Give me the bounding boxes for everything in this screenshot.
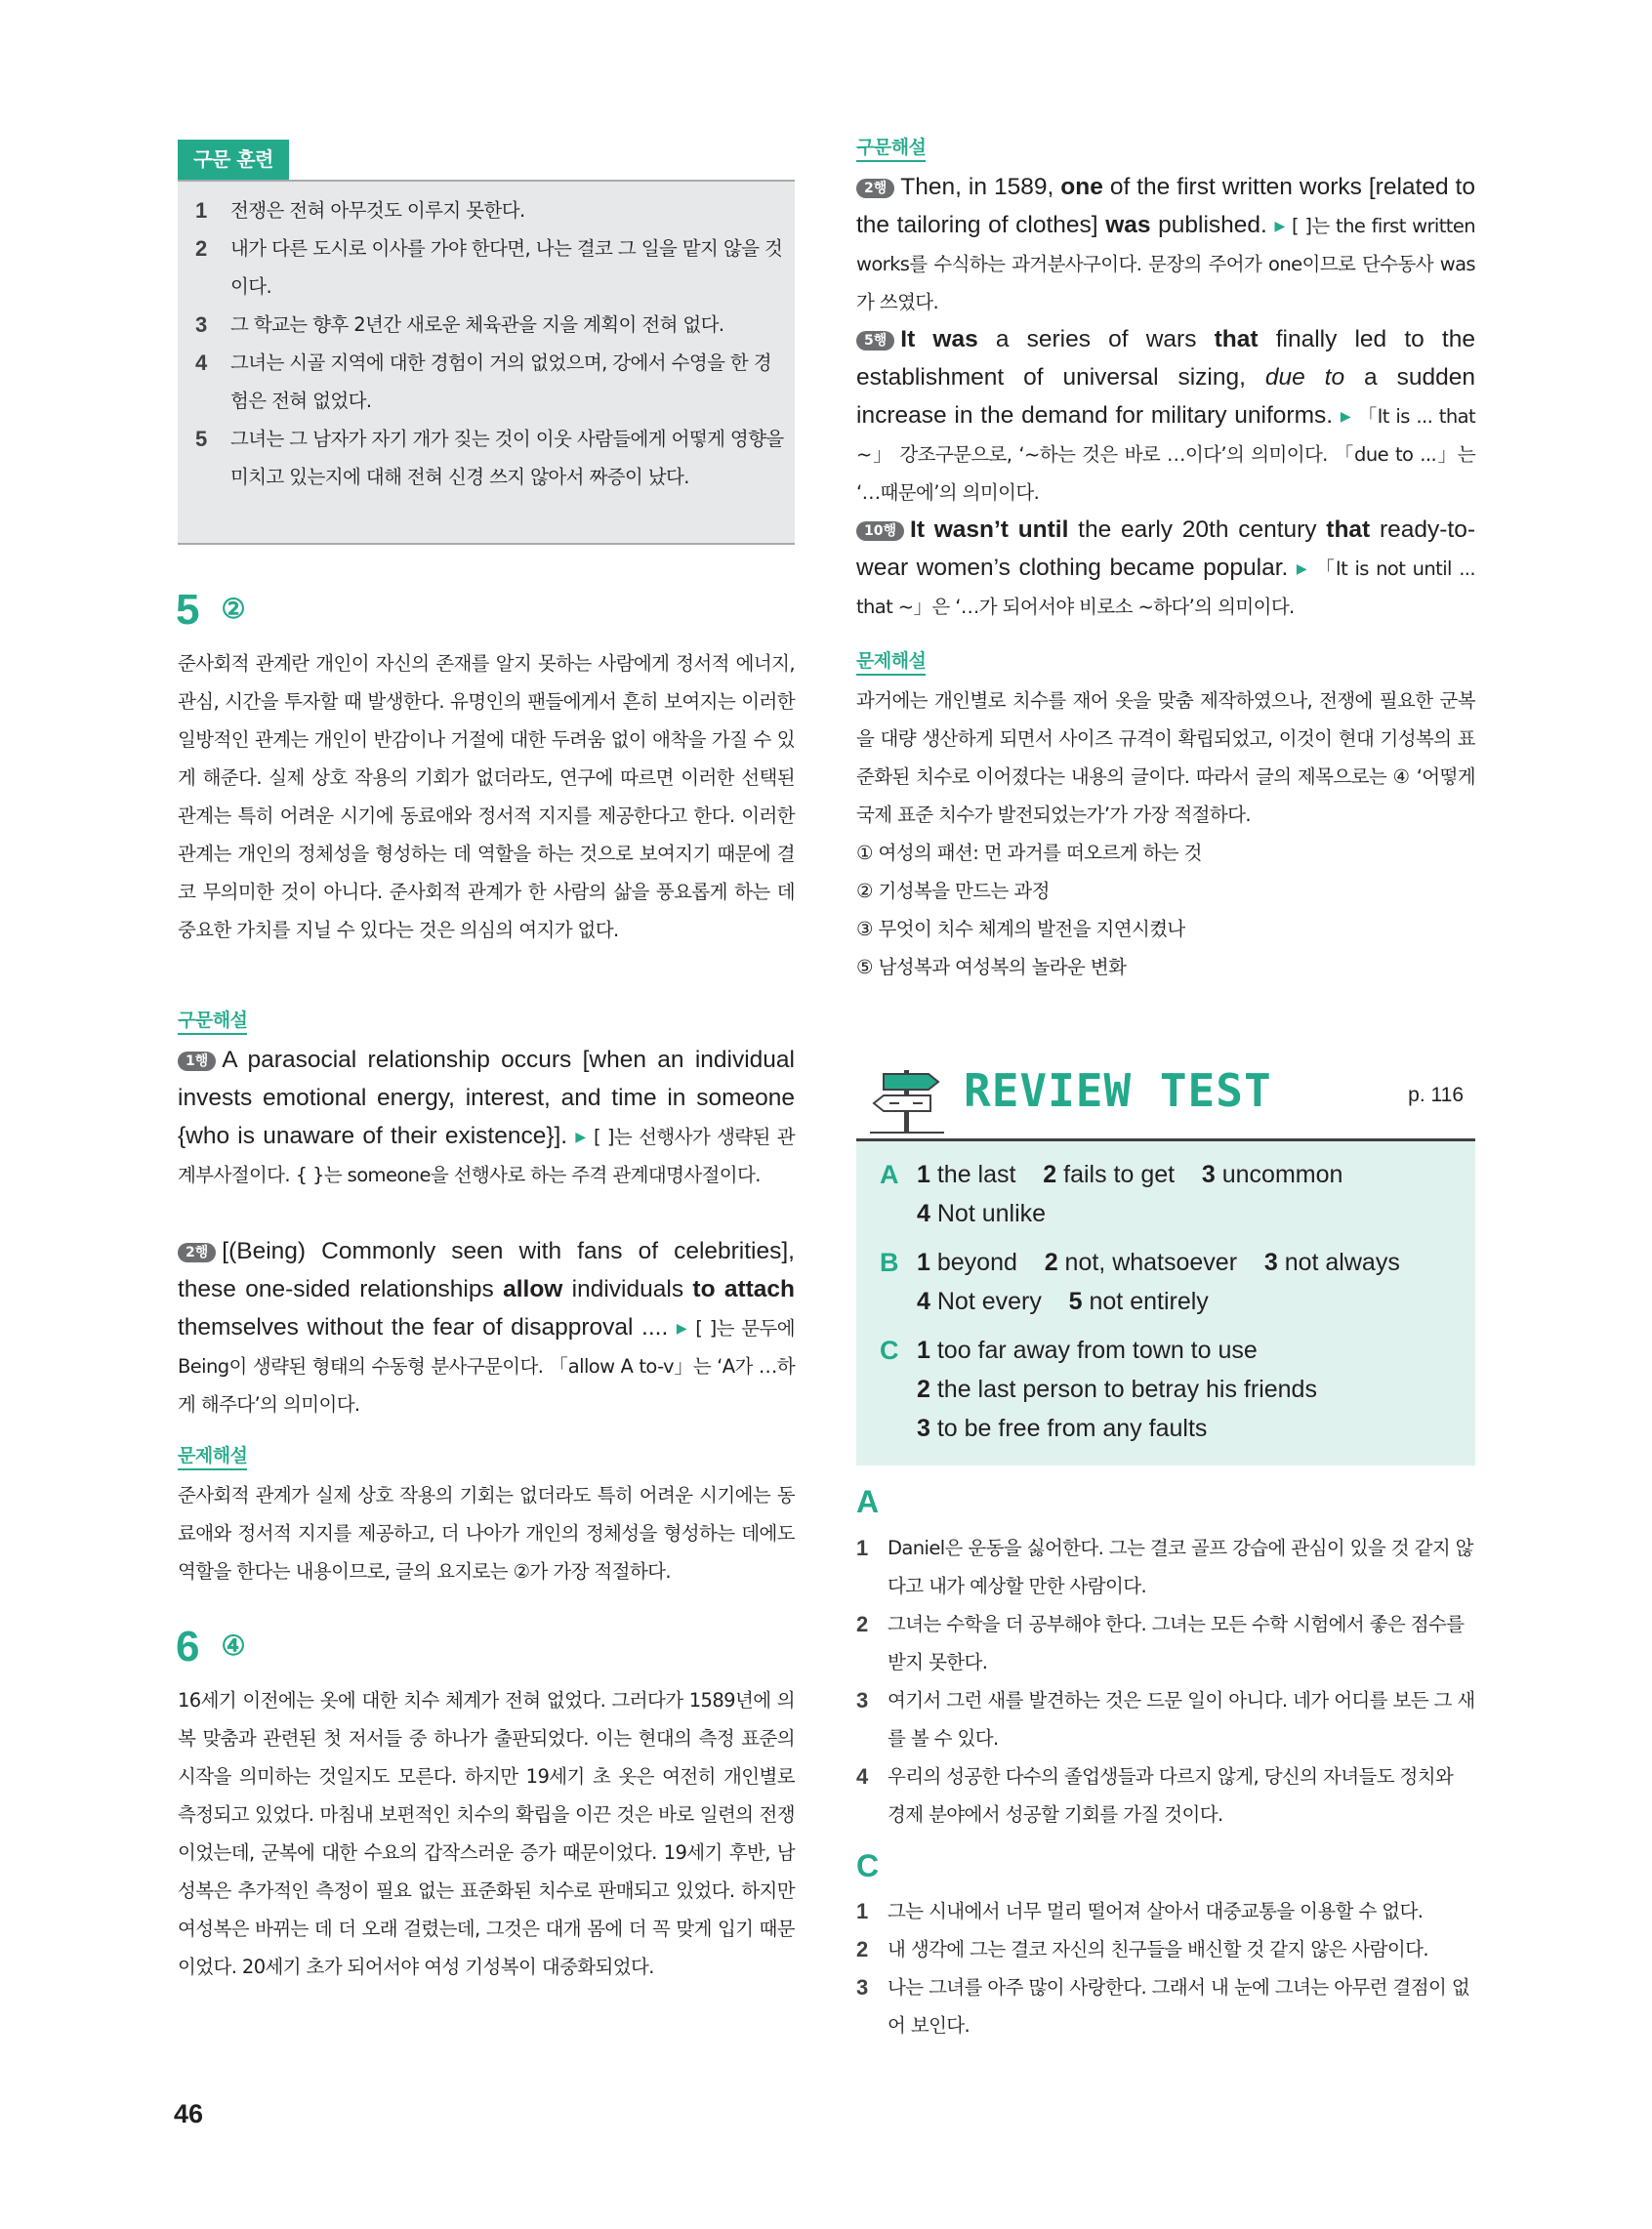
list-item: 3 나는 그녀를 아주 많이 사랑한다. 그래서 내 눈에 그녀는 아무런 결점이 없어 보인다.: [856, 1975, 1470, 2037]
q5-syntax-1: 1행 A parasocial relationship occurs [when an individual invests emotional energy, interest, and time in someone {who is unaware of their existence}]. ▶ [ ]는 선행사가 생략된 관계부사절이다. { }는 someone을 선행사로 하는 주격 관계대명사절이다.: [178, 1047, 795, 1186]
list-item: 1 그는 시내에서 너무 멀리 떨어져 살아서 대중교통을 이용할 수 없다.: [856, 1899, 1424, 1923]
question-number: 5: [176, 586, 200, 634]
drill-label: 구문 훈련: [178, 140, 289, 180]
question-6-header: [176, 1623, 246, 1672]
list-item: 1 Daniel은 운동을 싫어한다. 그는 결코 골프 강습에 관심이 있을 것 같지 않다고 내가 예상할 만한 사람이다.: [856, 1536, 1473, 1597]
line-badge: 10행: [856, 521, 904, 541]
line-badge: 2행: [856, 179, 894, 198]
q5-passage: 준사회적 관계란 개인이 자신의 존재를 알지 못하는 사람에게 정서적 에너지, 관심, 시간을 투자할 때 발생한다. 유명인의 팬들에게서 흔히 보여지는 이러한 일방적인 관계는 개인이 반감이나 거절에 대한 두려움 없이 애착을 가질 수 있게 해준다. 실제 상호 작용의 기회가 없더라도, 연구에 따르면 이러한 선택된 관계는 특히 어려운 시기에 동료애와 정서적 지지를 제공한다고 한다. 이러한 관계는 개인의 정체성을 형성하는 데 역할을 하는 것으로 보여지기 때문에 결코 무의미한 것이 아니다. 준사회적 관계가 한 사람의 삶을 풍요롭게 하는 데 중요한 가치를 지닐 수 있다는 것은 의심의 여지가 없다.: [178, 652, 795, 941]
list-item: 2 내 생각에 그는 결코 자신의 친구들을 배신할 것 같지 않은 사람이다.: [856, 1937, 1428, 1961]
signpost-icon: [870, 1066, 944, 1135]
list-item: 4 그녀는 시골 지역에 대한 경험이 거의 없었으며, 강에서 수영을 한 경험은 전혀 없었다.: [195, 351, 771, 412]
triangle-icon: ▶: [1274, 219, 1287, 234]
answer-mark: ②: [221, 594, 246, 624]
q6-passage: 16세기 이전에는 옷에 대한 치수 체계가 전혀 없었다. 그러다가 1589년에 의복 맞춤과 관련된 첫 저서들 중 하나가 출판되었다. 이는 현대의 측정 표준의 시작을 의미하는 것일지도 모른다. 하지만 19세기 초 옷은 여전히 개인별로 측정되고 있었다. 마침내 보편적인 치수의 확립을 이끈 것은 바로 일련의 전쟁이었는데, 군복에 대한 수요의 갑작스러운 증가 때문이었다. 19세기 후반, 남성복은 추가적인 측정이 필요 없는 표준화된 치수로 판매되고 있었다. 하지만 여성복은 바뀌는 데 더 오래 걸렸는데, 그것은 대개 몸에 더 꼭 맞게 입기 때문이었다. 20세기 초가 되어서야 여성 기성복이 대중화되었다.: [178, 1689, 795, 1978]
review-test-header: [856, 1054, 1475, 1141]
line-badge: 1행: [178, 1052, 216, 1071]
list-item: 2 그녀는 수학을 더 공부해야 한다. 그녀는 모든 수학 시험에서 좋은 점수를 받지 못한다.: [856, 1612, 1465, 1673]
q6-syntax-2: 2행 Then, in 1589, one of the first written works [related to the tailoring of clothes] was published. ▶ [ ]는 the first written works를 수식하는 과거분사구이다. 문장의 주어가 one이므로 단수동사 was가 쓰였다.: [856, 174, 1475, 313]
section-c-list: [856, 1892, 1475, 2044]
line-badge: 5행: [856, 331, 894, 351]
option-item: ⑤ 남성복과 여성복의 놀라운 변화: [856, 956, 1127, 978]
question-5-header: [176, 586, 246, 635]
q5-problem-label: 문제해설: [178, 1443, 247, 1470]
triangle-icon: ▶: [676, 1321, 689, 1337]
list-item: 1 전쟁은 전혀 아무것도 이루지 못한다.: [195, 198, 525, 223]
q6-syntax-10: 10행 It wasn’t until the early 20th century that ready-to-wear women’s clothing became popular. ▶ 「It is not until ... that ~」은 ‘…가 되어서야 비로소 ~하다’의 의미이다.: [856, 516, 1475, 618]
triangle-icon: ▶: [1340, 409, 1352, 425]
option-item: ② 기성복을 만드는 과정: [856, 880, 1050, 902]
question-number: 6: [176, 1623, 200, 1671]
q6-syntax-5: 5행 It was a series of wars that finally led to the establishment of universal sizing, due to a sudden increase in the demand for military uniforms. ▶ 「It is ... that ~」 강조구문으로, ‘~하는 것은 바로 …이다’의 의미이다. 「due to ...」는 ‘…때문에’의 의미이다.: [856, 326, 1476, 504]
q6-options: [856, 834, 1475, 986]
option-item: ③ 무엇이 치수 체계의 발전을 지연시켰나: [856, 918, 1185, 940]
q6-problem-label: 문제해설: [856, 648, 926, 676]
triangle-icon: ▶: [1296, 561, 1309, 577]
option-item: ① 여성의 패션: 먼 과거를 떠오르게 하는 것: [856, 842, 1202, 864]
review-title: REVIEW TEST: [964, 1064, 1272, 1117]
section-a-letter: A: [856, 1484, 880, 1519]
list-item: 3 여기서 그런 새를 발견하는 것은 드문 일이 아니다. 네가 어디를 보든 그 새를 볼 수 있다.: [856, 1688, 1475, 1750]
page-number: 46: [174, 2099, 204, 2128]
drill-box: [178, 180, 795, 545]
q5-syntax-2: 2행 [(Being) Commonly seen with fans of celebrities], these one-sided relationships allow individuals to attach themselves without the fear of disapproval .... ▶ [ ]는 문두에 Being이 생략된 형태의 수동형 분사구문이다. 「allow A to-v」는 ‘A가 …하게 해주다’의 의미이다.: [178, 1238, 796, 1416]
answer-mark: ④: [221, 1630, 246, 1661]
q5-syntax-label: 구문해설: [178, 1008, 247, 1035]
line-badge: 2행: [178, 1243, 216, 1262]
list-item: 5 그녀는 그 남자가 자기 개가 짖는 것이 이웃 사람들에게 어떻게 영향을 미치고 있는지에 대해 전혀 신경 쓰지 않아서 짜증이 났다.: [195, 427, 784, 488]
q6-problem: 과거에는 개인별로 치수를 재어 옷을 맞춤 제작하였으나, 전쟁에 필요한 군복을 대량 생산하게 되면서 사이즈 규격이 확립되었고, 이것이 현대 기성복의 표준화된 치수로 이어졌다는 내용의 글이다. 따라서 글의 제목으로는 ④ ‘어떻게 국제 표준 치수가 발전되었는가’가 가장 적절하다.: [856, 689, 1475, 826]
section-a-list: [856, 1529, 1475, 1834]
drill-list: [178, 182, 795, 496]
triangle-icon: ▶: [575, 1130, 588, 1145]
review-page-ref: p. 116: [1408, 1084, 1464, 1106]
section-c-letter: C: [856, 1848, 880, 1883]
review-answers: A 1 the last 2 fails to get 3 uncommon 4 Not unlike B 1 beyond 2 not, whatsoever 3 not always 4 Not every 5 not entirely C 1 too far away from town to use 2 the last person to betray his friends 3 to be free from any faults: [856, 1141, 1475, 1465]
q5-problem: 준사회적 관계가 실제 상호 작용의 기회는 없더라도 특히 어려운 시기에는 동료애와 정서적 지지를 제공하고, 더 나아가 개인의 정체성을 형성하는 데에도 역할을 한다는 내용이므로, 글의 요지로는 ②가 가장 적절하다.: [178, 1484, 795, 1583]
list-item: 3 그 학교는 향후 2년간 새로운 체육관을 지을 계획이 전혀 없다.: [195, 312, 724, 337]
list-item: 2 내가 다른 도시로 이사를 가야 한다면, 나는 결코 그 일을 맡지 않을 것이다.: [195, 236, 783, 298]
list-item: 4 우리의 성공한 다수의 졸업생들과 다르지 않게, 당신의 자녀들도 정치와 경제 분야에서 성공할 기회를 가질 것이다.: [856, 1764, 1454, 1826]
q6-syntax-label: 구문해설: [856, 135, 926, 162]
